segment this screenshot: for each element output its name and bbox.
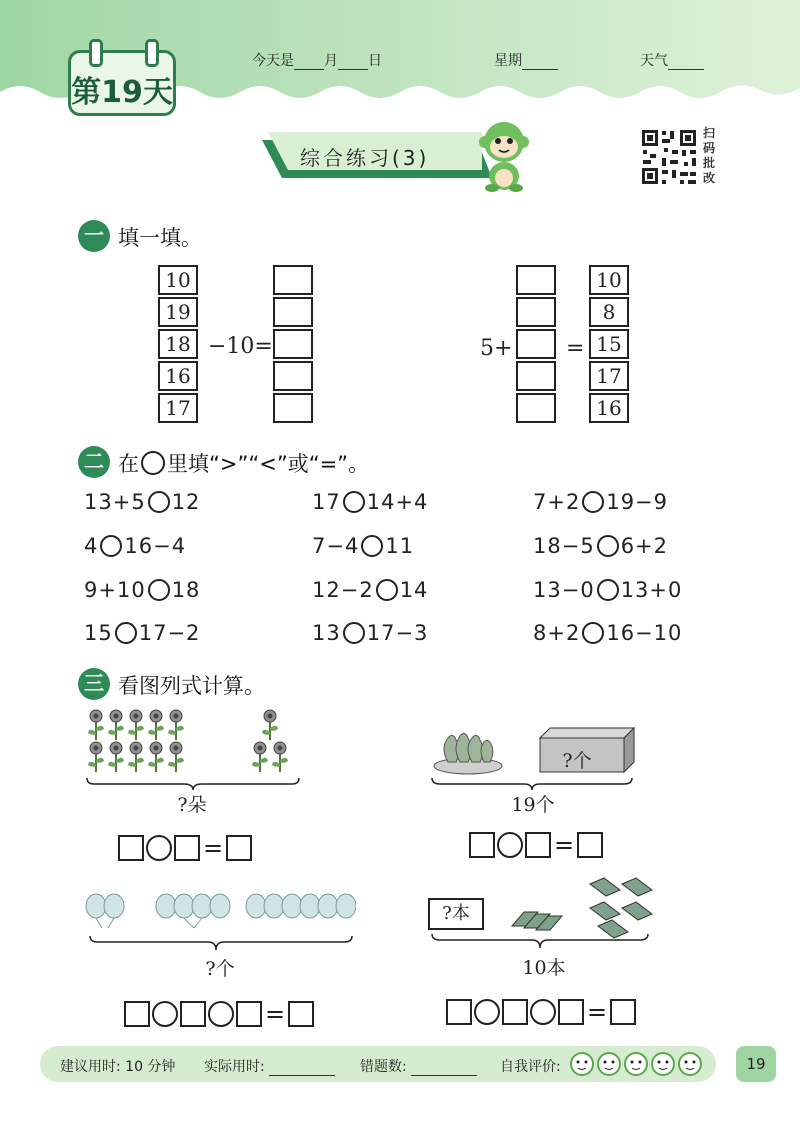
balloons-picture [84,892,356,958]
monkey-mascot-icon [472,116,536,194]
operator-circle[interactable] [146,835,172,861]
number-box[interactable] [118,835,144,861]
calendar-ring-icon [145,39,159,67]
comparison-item: 9+10 18 [84,578,201,602]
equation-balloons: = [124,1000,314,1028]
pears-picture [428,718,640,792]
section-1-number: 一 [78,220,110,252]
answer-box[interactable] [516,297,556,327]
number-box[interactable] [525,832,551,858]
operator-circle[interactable] [530,999,556,1025]
equation-flowers: = [118,834,252,862]
result-box[interactable] [226,835,252,861]
weekday-blank[interactable] [522,55,558,70]
number-box[interactable] [558,999,584,1025]
operator-circle[interactable] [497,832,523,858]
flower-icon [88,710,288,772]
answer-box[interactable] [516,329,556,359]
qr-code-icon[interactable] [640,128,698,186]
equation-pears: = [469,831,603,859]
result-cell: 15 [589,329,629,359]
operator-circle[interactable] [474,999,500,1025]
compare-circle[interactable] [597,535,619,557]
section-3-heading: 看图列式计算。 [118,674,265,698]
compare-circle[interactable] [100,535,122,557]
comparison-item: 15 17−2 [84,621,201,645]
weekday-field: 星期 [494,50,558,70]
result-box[interactable] [577,832,603,858]
compare-circle[interactable] [148,491,170,513]
books-picture [428,876,658,956]
day-badge [68,50,176,116]
number-box[interactable] [446,999,472,1025]
compare-circle[interactable] [582,491,604,513]
page-number: 19 [736,1046,776,1082]
pears-caption: 19个 [511,794,555,816]
comparison-item: 18−5 6+2 [533,534,669,558]
flowers-caption: ?朵 [177,794,207,816]
result-cell: 16 [589,393,629,423]
input-cell: 16 [158,361,198,391]
section-1-heading: 填一填。 [118,226,202,250]
day-label: 第19天 [71,75,173,110]
errors-label: 错题数: [360,1056,477,1076]
section-2-heading: 在 里填“>”“<”或“=”。 [118,452,370,476]
comparison-item: 7+2 19−9 [533,490,669,514]
date-field: 今天是 月 日 [252,53,382,69]
page-title: 综合练习(3) [300,146,430,170]
answer-box[interactable] [516,265,556,295]
number-box[interactable] [236,1001,262,1027]
right-result-column [589,265,633,429]
answer-box[interactable] [273,393,313,423]
suggested-time: 建议用时: 10 分钟 [60,1059,176,1075]
section-2-number: 二 [78,446,110,478]
answer-box[interactable] [516,361,556,391]
comparison-item: 12−2 14 [312,578,429,602]
operator-circle[interactable] [208,1001,234,1027]
equation-books: = [446,998,636,1026]
self-eval-faces[interactable] [568,1050,708,1078]
actual-time-blank[interactable] [269,1061,335,1076]
comparison-item: 13−0 13+0 [533,578,683,602]
comparison-item: 13+5 12 [84,490,201,514]
balloons-caption: ?个 [205,958,235,980]
number-box[interactable] [469,832,495,858]
comparison-item: 7−4 11 [312,534,415,558]
calendar-ring-icon [89,39,103,67]
answer-box[interactable] [516,393,556,423]
comparison-item: 17 14+4 [312,490,429,514]
result-cell: 8 [589,297,629,327]
book-icon [512,878,652,938]
answer-box[interactable] [273,265,313,295]
day-blank[interactable] [338,55,368,70]
balloon-icon [86,894,356,918]
result-box[interactable] [610,999,636,1025]
five-plus-operator: 5+ [480,336,513,361]
comparison-item: 13 17−3 [312,621,429,645]
input-cell: 19 [158,297,198,327]
left-answer-column [273,265,317,429]
compare-circle[interactable] [361,535,383,557]
equals-sign: = [566,336,585,361]
compare-circle[interactable] [148,579,170,601]
compare-circle[interactable] [376,579,398,601]
actual-time-label: 实际用时: [204,1056,335,1076]
result-cell: 10 [589,265,629,295]
qr-caption: 扫 码 批 改 [703,126,716,185]
comparison-item: 8+2 16−10 [533,621,683,645]
number-box[interactable] [502,999,528,1025]
result-cell: 17 [589,361,629,391]
compare-circle[interactable] [597,579,619,601]
section-3-number: 三 [78,668,110,700]
minus-ten-operator: −10= [208,334,273,359]
right-answer-column [516,265,560,429]
number-box[interactable] [124,1001,150,1027]
books-unknown-label: ?本 [428,898,484,930]
month-blank[interactable] [294,55,324,70]
input-cell: 18 [158,329,198,359]
comparison-item: 4 16−4 [84,534,187,558]
answer-box[interactable] [273,361,313,391]
left-input-column [158,265,202,429]
books-caption: 10本 [522,957,566,979]
input-cell: 17 [158,393,198,423]
operator-circle[interactable] [152,1001,178,1027]
input-cell: 10 [158,265,198,295]
errors-blank[interactable] [411,1061,477,1076]
compare-circle[interactable] [343,622,365,644]
answer-box[interactable] [273,297,313,327]
result-box[interactable] [288,1001,314,1027]
number-box[interactable] [180,1001,206,1027]
pear-icon [444,733,493,762]
circle-blank-icon [141,451,165,475]
self-eval-label: 自我评价: [500,1059,561,1075]
compare-circle[interactable] [343,491,365,513]
weather-blank[interactable] [668,55,704,70]
answer-box[interactable] [273,329,313,359]
compare-circle[interactable] [582,622,604,644]
weather-field: 天气 [640,50,704,70]
compare-circle[interactable] [115,622,137,644]
box-count-label: ?个 [562,750,592,772]
flowers-picture [84,708,302,790]
number-box[interactable] [174,835,200,861]
smiley-face-icon [571,1053,701,1075]
